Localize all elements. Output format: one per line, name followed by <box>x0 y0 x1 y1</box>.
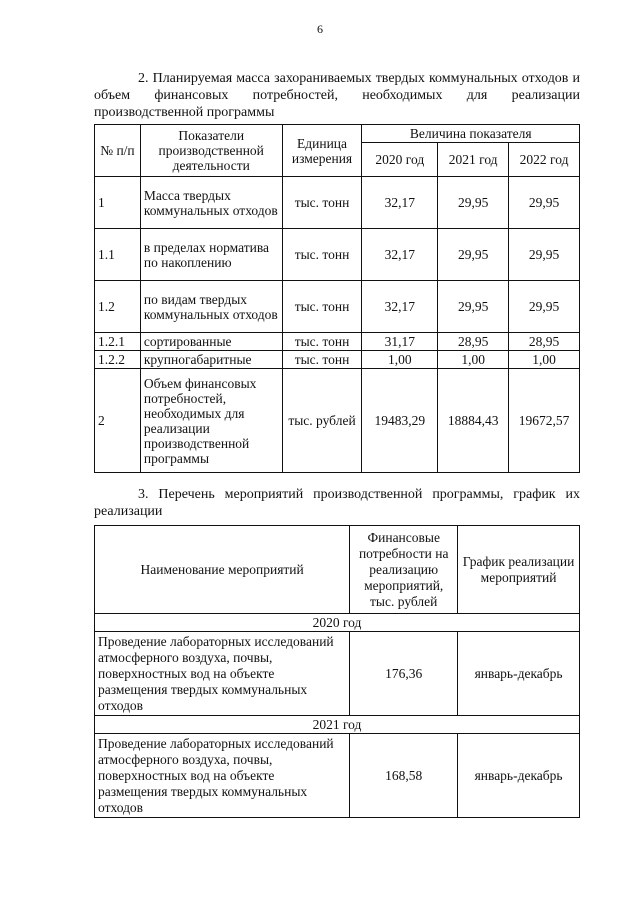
year-heading: 2020 год <box>95 614 580 632</box>
row-unit: тыс. тонн <box>282 351 362 369</box>
table-row <box>95 281 580 333</box>
activity-schedule: январь-декабрь <box>458 632 580 716</box>
row-v2021: 29,95 <box>438 177 509 229</box>
row-num: 1.2.2 <box>95 351 141 369</box>
header-2022: 2022 год <box>509 143 580 177</box>
row-num: 2 <box>95 369 141 473</box>
row-v2020: 32,17 <box>362 281 438 333</box>
header-schedule: График реализации мероприятий <box>458 526 580 614</box>
row-num: 1.2.1 <box>95 333 141 351</box>
row-name: крупногабаритные <box>140 351 282 369</box>
row-v2021: 29,95 <box>438 229 509 281</box>
header-num: № п/п <box>95 125 141 177</box>
year-heading: 2021 год <box>95 716 580 734</box>
activities-table <box>94 525 580 818</box>
header-2020: 2020 год <box>362 143 438 177</box>
row-unit: тыс. тонн <box>282 229 362 281</box>
page-number: 6 <box>317 22 323 36</box>
table-row <box>95 229 580 281</box>
table-row <box>95 734 580 818</box>
activity-finance: 176,36 <box>350 632 458 716</box>
row-unit: тыс. тонн <box>282 281 362 333</box>
row-v2021: 29,95 <box>438 281 509 333</box>
row-v2022: 19672,57 <box>509 369 580 473</box>
header-unit: Единица измерения <box>282 125 362 177</box>
table-row <box>95 333 580 351</box>
row-name: в пределах норматива по накоплению <box>140 229 282 281</box>
row-unit: тыс. рублей <box>282 369 362 473</box>
table-row <box>95 632 580 716</box>
header-2021: 2021 год <box>438 143 509 177</box>
row-v2020: 32,17 <box>362 177 438 229</box>
production-indicators-table <box>94 124 580 473</box>
activity-schedule: январь-декабрь <box>458 734 580 818</box>
row-v2020: 19483,29 <box>362 369 438 473</box>
table-row <box>95 351 580 369</box>
row-num: 1.1 <box>95 229 141 281</box>
row-unit: тыс. тонн <box>282 333 362 351</box>
header-activity-name: Наименование мероприятий <box>95 526 350 614</box>
row-num: 1.2 <box>95 281 141 333</box>
row-v2020: 32,17 <box>362 229 438 281</box>
row-unit: тыс. тонн <box>282 177 362 229</box>
header-value: Величина показателя <box>362 125 580 143</box>
row-v2021: 1,00 <box>438 351 509 369</box>
header-indicator: Показатели производственной деятельности <box>140 125 282 177</box>
row-v2022: 1,00 <box>509 351 580 369</box>
row-v2020: 31,17 <box>362 333 438 351</box>
row-v2022: 28,95 <box>509 333 580 351</box>
row-name: Масса твердых коммунальных отходов <box>140 177 282 229</box>
section-2-heading: 2. Планируемая масса захораниваемых твердых коммунальных отходов и объем финансовых потребностей, необходимых для реализации производственной программы <box>94 71 580 120</box>
row-v2021: 18884,43 <box>438 369 509 473</box>
activity-name: Проведение лабораторных исследований атмосферного воздуха, почвы, поверхностных вод на объекте размещения твердых коммунальных отходов <box>95 632 350 716</box>
row-name: Объем финансовых потребностей, необходимых для реализации производственной программы <box>140 369 282 473</box>
activity-name: Проведение лабораторных исследований атмосферного воздуха, почвы, поверхностных вод на объекте размещения твердых коммунальных отходов <box>95 734 350 818</box>
row-name: по видам твердых коммунальных отходов <box>140 281 282 333</box>
row-name: сортированные <box>140 333 282 351</box>
header-finance: Финансовые потребности на реализацию мероприятий, тыс. рублей <box>350 526 458 614</box>
row-v2022: 29,95 <box>509 281 580 333</box>
row-v2021: 28,95 <box>438 333 509 351</box>
row-v2020: 1,00 <box>362 351 438 369</box>
section-3-heading: 3. Перечень мероприятий производственной программы, график их реализации <box>94 487 580 519</box>
row-v2022: 29,95 <box>509 229 580 281</box>
table-row <box>95 369 580 473</box>
row-num: 1 <box>95 177 141 229</box>
activity-finance: 168,58 <box>350 734 458 818</box>
row-v2022: 29,95 <box>509 177 580 229</box>
table-row <box>95 177 580 229</box>
